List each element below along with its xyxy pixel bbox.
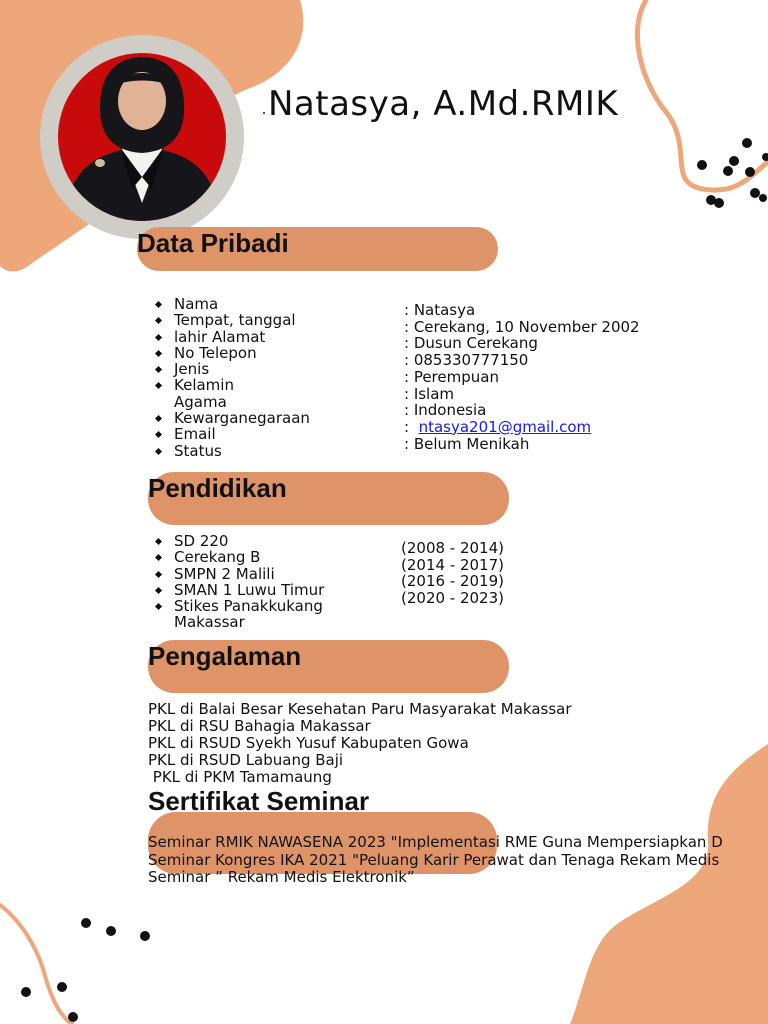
personal-label-telepon: No Telepon [148, 345, 310, 361]
personal-values [404, 302, 640, 452]
experience-list [148, 701, 572, 786]
dot-cluster-bottom-left [21, 918, 150, 1022]
personal-label-nama: Nama [148, 296, 310, 312]
school-item: Stikes Panakkukang [148, 598, 324, 614]
school-item: Makassar [174, 613, 245, 632]
name-marker [263, 112, 265, 114]
education-schools-list [148, 533, 324, 631]
bottom-left-squiggle [0, 905, 72, 1024]
personal-value-jenis-kelamin: : Perempuan [404, 367, 499, 386]
personal-value-status: : Belum Menikah [404, 434, 530, 453]
education-years [401, 540, 504, 607]
seminar-item: Seminar RMIK NAWASENA 2023 "Implementasi RME Guna Mempersiapkan D [148, 834, 723, 851]
experience-item: PKL di PKM Tamamaung [148, 767, 332, 786]
email-link[interactable]: ntasya201@gmail.com [418, 417, 592, 436]
sertifikat-heading: Sertifikat Seminar [148, 786, 370, 816]
pengalaman-heading: Pengalaman [148, 641, 302, 671]
education-year: (2016 - 2019) [401, 572, 505, 591]
school-item: Cerekang B [148, 549, 324, 565]
personal-value-tempat: : Cerekang, 10 November 2002 [404, 317, 640, 336]
personal-label-tempat: Tempat, tanggal [148, 312, 310, 328]
experience-item: PKL di RSUD Syekh Yusuf Kabupaten Gowa [148, 733, 469, 752]
personal-value-email-row [404, 419, 640, 436]
personal-label-email: Email [148, 426, 310, 442]
pendidikan-heading: Pendidikan [148, 473, 287, 503]
experience-item: PKL di RSU Bahagia Makassar [148, 716, 371, 735]
education-year: (2020 - 2023) [401, 589, 505, 608]
personal-label-agama: Agama [174, 392, 227, 411]
personal-value-alamat: : Dusun Cerekang [404, 334, 538, 353]
personal-value-telepon: : 085330777150 [404, 351, 529, 370]
personal-value-nama: : Natasya [404, 301, 476, 319]
person-name: Natasya, A.Md.RMIK [268, 84, 619, 124]
personal-labels-list [148, 296, 310, 459]
personal-value-agama: : Islam [404, 384, 455, 403]
data-pribadi-heading: Data Pribadi [137, 228, 289, 258]
experience-item: PKL di Balai Besar Kesehatan Paru Masyarakat Makassar [148, 700, 572, 718]
school-item: SD 220 [148, 533, 324, 549]
profile-photo [58, 53, 226, 221]
personal-value-kewarganegaraan: : Indonesia [404, 401, 487, 420]
education-year: (2014 - 2017) [401, 555, 505, 574]
experience-item: PKL di RSUD Labuang Baji [148, 750, 344, 769]
school-item: SMAN 1 Luwu Timur [148, 582, 324, 598]
personal-label-status: Status [148, 443, 310, 459]
seminar-item: Seminar Kongres IKA 2021 "Peluang Karir Perawat dan Tenaga Rekam Medis [148, 850, 720, 869]
seminar-item: Seminar ” Rekam Medis Elektronik” [148, 868, 415, 886]
personal-label-alamat: lahir Alamat [148, 329, 310, 345]
personal-label-kewarganegaraan: Kewarganegaraan [148, 410, 310, 426]
education-year: (2008 - 2014) [401, 539, 505, 557]
seminar-list [148, 834, 768, 887]
personal-label-kelamin: Kelamin [148, 377, 310, 393]
email-prefix: : [404, 417, 419, 436]
school-item: SMPN 2 Malili [148, 566, 324, 582]
personal-label-jenis: Jenis [148, 361, 310, 377]
